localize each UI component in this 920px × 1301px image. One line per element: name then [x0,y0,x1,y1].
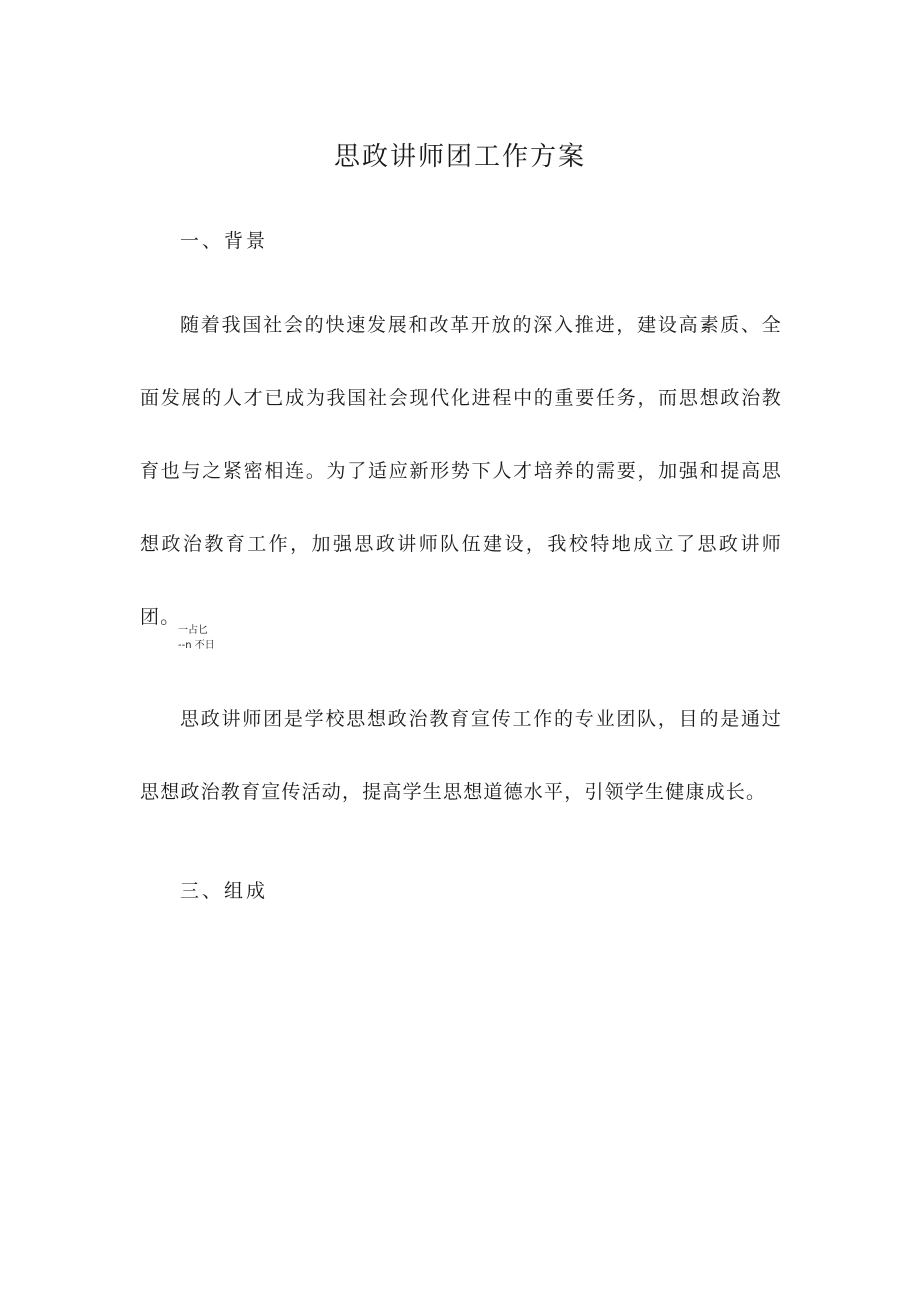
background-paragraph: 随着我国社会的快速发展和改革开放的深入推进，建设高素质、全面发展的人才已成为我国社会现代化进程中的重要任务，而思想政治教育也与之紧密相连。为了适应新形势下人才培养的需要，加强和提高思想政治教育工作，加强思政讲师队伍建设，我校特地成立了思政讲师团。 [140,314,782,628]
document-title: 思政讲师团工作方案 [333,142,586,172]
section-heading-composition: 三、组成 [180,880,269,902]
section-heading-background: 一、背景 [180,230,269,252]
section-heading-purpose-garbled [178,623,215,653]
garbled-line-2: --n 不日 [178,640,215,651]
purpose-paragraph: 思政讲师团是学校思想政治教育宣传工作的专业团队，目的是通过思想政治教育宣传活动，提高学生思想道德水平，引领学生健康成长。 [140,708,782,803]
garbled-line-1: 一占匕 [178,625,208,636]
